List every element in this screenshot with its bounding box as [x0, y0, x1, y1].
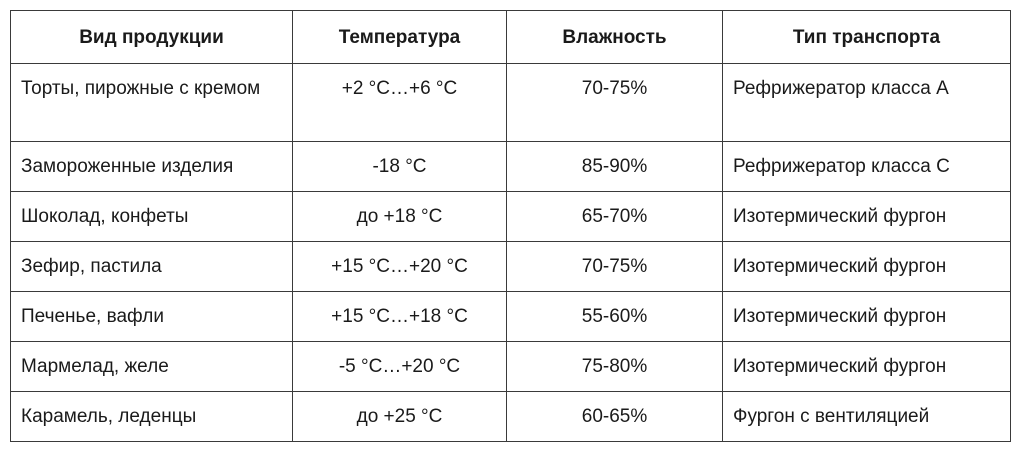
cell-transport: Изотермический фургон: [723, 192, 1011, 242]
table-header-row: [11, 11, 1011, 64]
table-row: [11, 64, 1011, 142]
cell-product: Печенье, вафли: [11, 292, 293, 342]
header-product: Вид продукции: [11, 11, 293, 64]
table-row: [11, 142, 1011, 192]
cell-humidity: 75-80%: [507, 342, 723, 392]
cell-product: Замороженные изделия: [11, 142, 293, 192]
header-transport: Тип транспорта: [723, 11, 1011, 64]
header-humidity: Влажность: [507, 11, 723, 64]
cell-product: Шоколад, конфеты: [11, 192, 293, 242]
cell-transport: Фургон с вентиляцией: [723, 392, 1011, 442]
cell-product: Торты, пирожные с кремом: [11, 64, 293, 142]
table-row: [11, 292, 1011, 342]
cell-humidity: 70-75%: [507, 242, 723, 292]
cell-product: Мармелад, желе: [11, 342, 293, 392]
cell-humidity: 65-70%: [507, 192, 723, 242]
table-row: [11, 392, 1011, 442]
cell-transport: Рефрижератор класса А: [723, 64, 1011, 142]
cell-temperature: до +18 °C: [293, 192, 507, 242]
cell-humidity: 60-65%: [507, 392, 723, 442]
cell-humidity: 55-60%: [507, 292, 723, 342]
cell-temperature: +2 °C…+6 °C: [293, 64, 507, 142]
header-temperature: Температура: [293, 11, 507, 64]
cell-temperature: +15 °C…+20 °C: [293, 242, 507, 292]
cell-temperature: +15 °C…+18 °C: [293, 292, 507, 342]
cell-transport: Изотермический фургон: [723, 292, 1011, 342]
cell-transport: Изотермический фургон: [723, 242, 1011, 292]
cell-temperature: до +25 °C: [293, 392, 507, 442]
table-row: [11, 242, 1011, 292]
table-row: [11, 342, 1011, 392]
cell-humidity: 70-75%: [507, 64, 723, 142]
cell-transport: Рефрижератор класса С: [723, 142, 1011, 192]
storage-conditions-table: [10, 10, 1011, 442]
cell-temperature: -18 °C: [293, 142, 507, 192]
cell-product: Карамель, леденцы: [11, 392, 293, 442]
table-row: [11, 192, 1011, 242]
cell-humidity: 85-90%: [507, 142, 723, 192]
cell-product: Зефир, пастила: [11, 242, 293, 292]
storage-conditions-table-container: [10, 10, 1010, 442]
cell-temperature: -5 °C…+20 °C: [293, 342, 507, 392]
cell-transport: Изотермический фургон: [723, 342, 1011, 392]
